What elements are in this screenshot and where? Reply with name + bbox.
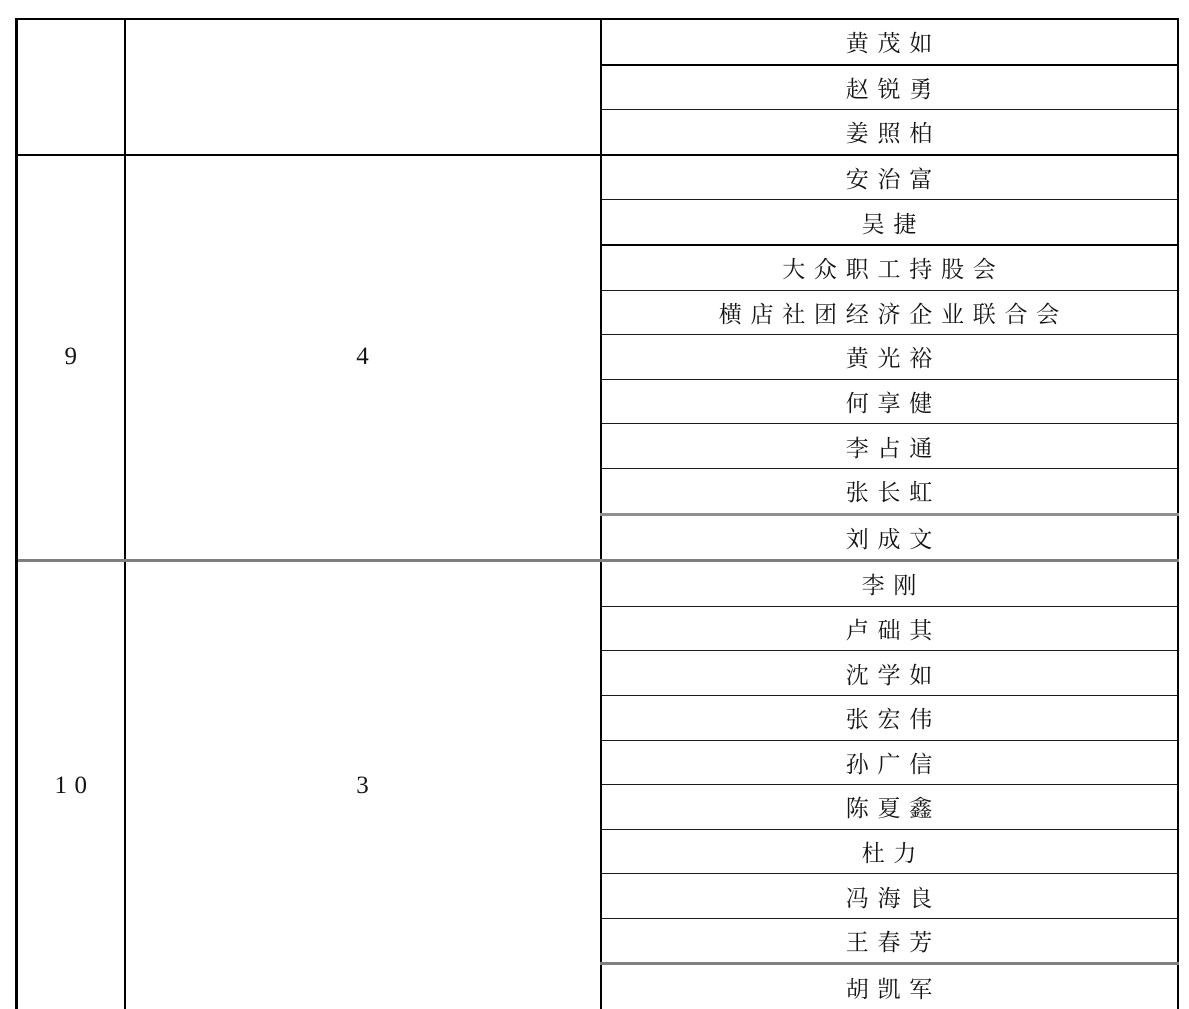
name-cell: 黄光裕 <box>601 335 1178 380</box>
group-number-cell: 10 <box>17 561 125 1009</box>
name-cell: 李占通 <box>601 424 1178 469</box>
table-row <box>17 155 1178 200</box>
name-cell: 大众职工持股会 <box>601 245 1178 290</box>
document-page <box>0 18 1189 1002</box>
name-cell: 吴捷 <box>601 200 1178 245</box>
table-row <box>17 19 1178 65</box>
name-cell: 张长虹 <box>601 468 1178 514</box>
name-cell: 孙广信 <box>601 740 1178 785</box>
name-cell: 王春芳 <box>601 918 1178 964</box>
group-count-cell: 4 <box>125 155 601 561</box>
shareholder-table <box>15 18 1179 1009</box>
table-row <box>17 561 1178 607</box>
name-cell: 张宏伟 <box>601 695 1178 740</box>
name-cell: 黄茂如 <box>601 19 1178 65</box>
name-cell: 刘成文 <box>601 514 1178 561</box>
name-cell: 杜力 <box>601 829 1178 874</box>
name-cell: 卢础其 <box>601 606 1178 651</box>
group-number-cell: 9 <box>17 155 125 561</box>
name-cell: 姜照柏 <box>601 110 1178 155</box>
name-cell: 安治富 <box>601 155 1178 200</box>
name-cell: 冯海良 <box>601 874 1178 919</box>
name-cell: 赵锐勇 <box>601 65 1178 110</box>
group-count-cell: 3 <box>125 561 601 1009</box>
name-cell: 横店社团经济企业联合会 <box>601 290 1178 335</box>
table-body <box>17 19 1178 1009</box>
name-cell: 陈夏鑫 <box>601 785 1178 830</box>
group-count-cell <box>125 19 601 155</box>
name-cell: 沈学如 <box>601 651 1178 696</box>
name-cell: 何享健 <box>601 379 1178 424</box>
name-cell: 李刚 <box>601 561 1178 607</box>
group-number-cell <box>17 19 125 155</box>
name-cell: 胡凯军 <box>601 964 1178 1009</box>
